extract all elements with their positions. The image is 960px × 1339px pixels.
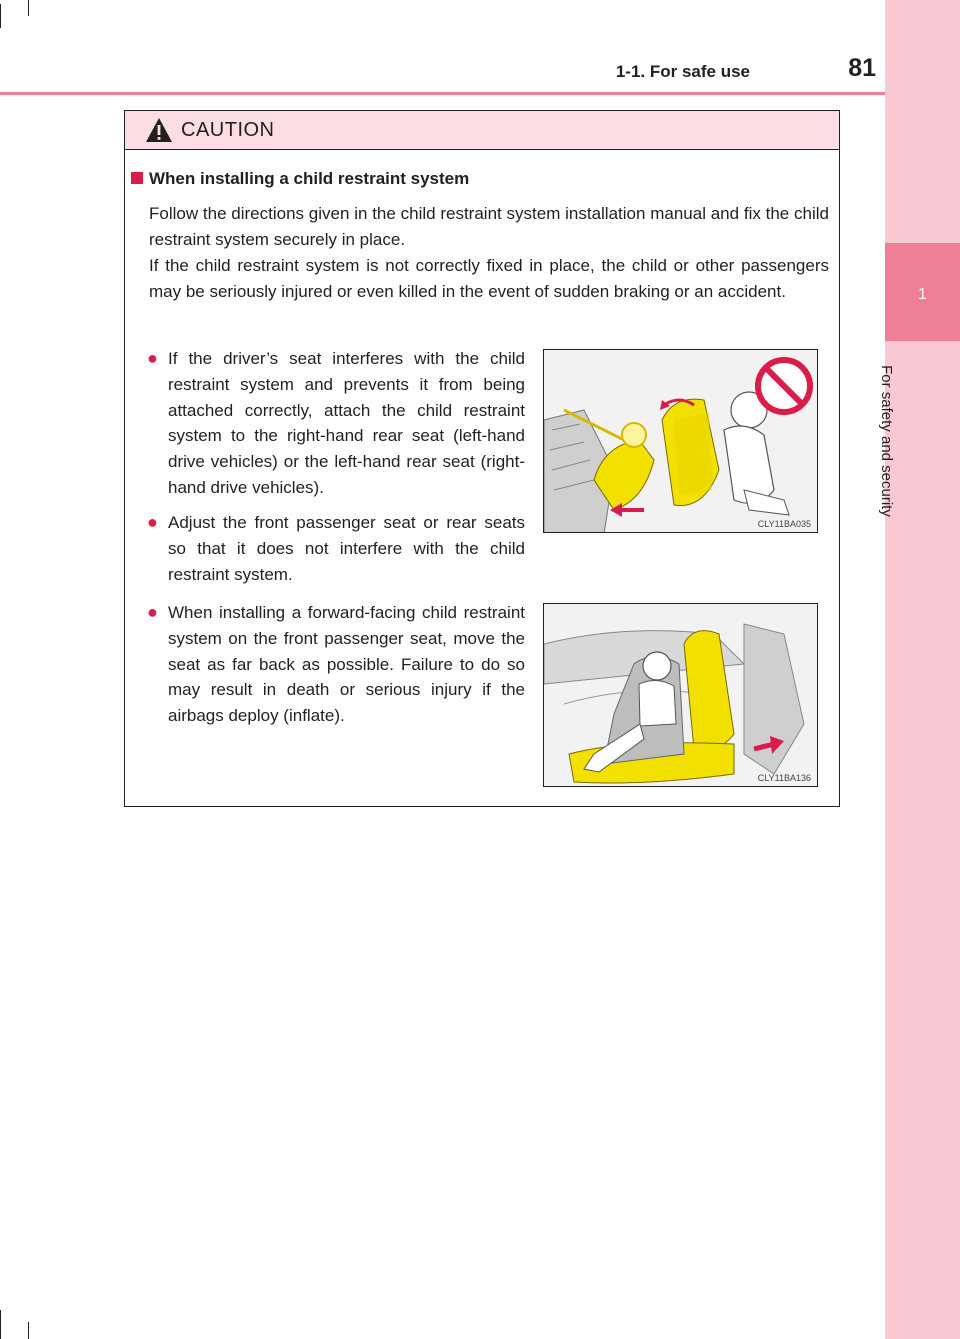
bullet-text: When installing a forward-facing child restraint system on the front passenger seat, move the seat as far back as possible. Failure to do so may result in death or serious injury if the airbags deploy (inflate). — [168, 603, 525, 726]
bullet-item — [147, 600, 525, 729]
figure-seat-interference — [543, 349, 818, 533]
bullet-item — [147, 510, 525, 587]
section-title: 1-1. For safe use — [615, 62, 750, 81]
bullet-dot-icon: ● — [147, 512, 158, 532]
forward-facing-seat-illustration — [544, 604, 818, 787]
caution-label: CAUTION — [181, 119, 275, 141]
caution-box — [124, 110, 840, 807]
caution-subheading — [131, 169, 469, 189]
bullet-text: Adjust the front passenger seat or rear seats so that it does not interfere with the child restraint system. — [168, 513, 525, 584]
bullet-text: If the driver’s seat interferes with the child restraint system and prevents it from being attached correctly, attach the child restraint system to the right-hand rear seat (left-hand drive vehicles) or the left-hand rear seat (right-hand drive vehicles). — [168, 349, 525, 497]
chapter-number: 1 — [918, 286, 927, 303]
seat-interference-illustration — [544, 350, 818, 533]
header-rule — [0, 92, 885, 95]
crop-mark — [28, 1322, 29, 1339]
warning-triangle-icon — [145, 117, 173, 143]
chapter-title: For safety and security — [878, 365, 895, 517]
caution-paragraph: If the child restraint system is not correctly fixed in place, the child or other passengers may be seriously injured or even killed in the event of sudden braking or an accident. — [149, 256, 829, 301]
figure-forward-facing-seat — [543, 603, 818, 787]
page-number: 81 — [848, 54, 876, 82]
caution-subheading-text: When installing a child restraint system — [149, 169, 470, 188]
bullet-dot-icon: ● — [147, 348, 158, 368]
caution-paragraph: Follow the directions given in the child restraint system installation manual and fix the child restraint system securely in place. — [149, 204, 829, 249]
figure-code: CLY11BA035 — [757, 519, 811, 529]
crop-mark — [0, 4, 1, 28]
bullet-item — [147, 346, 525, 501]
chapter-sidebar — [885, 0, 960, 1339]
caution-header — [125, 111, 839, 150]
crop-mark — [0, 1310, 1, 1339]
bullet-dot-icon: ● — [147, 602, 158, 622]
figure-code: CLY11BA136 — [757, 773, 811, 783]
square-bullet-icon — [131, 172, 143, 184]
crop-mark — [28, 0, 29, 16]
